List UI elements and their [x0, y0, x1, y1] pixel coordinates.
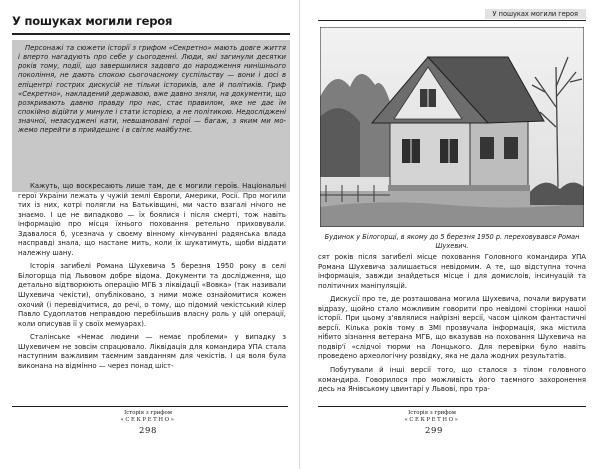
right-page — [300, 0, 600, 469]
intro-text — [18, 44, 286, 136]
body-paragraph: Історія загибелі Романа Шухевича 5 березня 1950 року в селі Білогорща під Львовом добре відома. Документи та дослідження, що детально відтворюють операцію МГБ з ліквідації «Вовка» (так називали Шухевича чекісти), опубліковано, з ними може ознайомитися кожен охочий (і перевідчитися, до речі, о тому, що підомий чекістський кілер Павло Судоплатов неправдою перебільшив власну роль у цій операції, коли описував її у своїх мемуарах). — [18, 262, 286, 328]
body-paragraph: сят років після загибелі місце поховання Головного командира УПА Романа Шухевича залишається невідомим. А те, що відступна точна інформація, завжди знайдеться місце і для домислоів, інсинуацій та політичних маніпуляцій. — [318, 253, 586, 290]
series-label-top: Історія з грифом — [408, 410, 456, 416]
body-paragraph: Кажуть, що воскресають лише там, де є могили героїв. Національні герої України лежать у чужій землі Європи, Америки, Росії. Про могили тих із них, котрі полягли на Батьківщині, ми часто взагалі нічого не знаємо. І це не випадково — їх боялися і після смерті, тож навіть інформацію про місця їхнього поховання ретельно приховували. Здавалося б, усезнача у своєму вінному кінчуванні радянська влада насправді знала, що настане мить, коли їх шукатимуть, щоби віддати належну шану. — [18, 182, 286, 257]
title-rule — [12, 33, 290, 35]
running-head: У пошуках могили героя — [485, 9, 586, 19]
intro-paragraph: Персонажі та сюжети історії з грифом «Секретно» мають довге життя і вперто нагадують про себе у сьогоденні. Люди, які загинули десятки років тому, події, що завершилися задовго до народження нинішнього покоління, не дають спокою сьогочасному суспільству — вони і досі в епіцентрі гострих дискусій не тільки істориків, але й політиків. Гриф «Секретно», накладений державою, вже давно зняли, на документи, що розкривають давню правду про нас, стає правилом, яке не дає їм спокійно відійти у минуле і стати історією, а не політикою. Недосліджені значної, незасуджені кати, невшановані герої — багаж, з яким ми можемо перейти в прийдешнє і в світлє майбутнє. — [18, 44, 286, 135]
series-label — [282, 410, 582, 424]
photo-caption: Будинок у Білогорщі, в якому до 5 березня 1950 р. переховувався Роман Шухевич. — [324, 233, 580, 250]
chapter-title: У пошуках могили героя — [12, 14, 173, 28]
left-body — [18, 182, 286, 375]
body-paragraph: Сталінське «Немає людини — немає проблеми» у випадку з Шухевичем не зовсім спрацювало. Ліквідація для командира УПА стала наступним важливим таємним завданням для чекістів. І ця воля була виконана на відмінно — через понад шіст‑ — [18, 333, 286, 370]
footer-rule — [12, 406, 288, 407]
series-label-top: Історія з грифом — [124, 410, 172, 416]
house-photo — [320, 27, 584, 227]
body-paragraph: Побутували й інші версії того, що сталося з тілом головного командира. Говорилося про можливість його таємного захоронення десь на Янівському цвинтарі у Львові, про тра‑ — [318, 366, 586, 394]
page-number: 298 — [138, 426, 158, 436]
footer-rule — [318, 406, 586, 407]
series-label-bottom: «СЕКРЕТНО» — [404, 416, 460, 423]
head-rule — [318, 20, 586, 21]
body-paragraph: Дискусії про те, де розташована могила Шухевича, почали вирувати відразу, щойно стало можливим говорити про невідомі сторінки нашої історії. При цьому з'являлися найрізні версії, часом цілком фантастичні версії. Кілька років тому в ЗМІ прозвучала інформація, яка містила нібито зізнання ветерана МГБ, що вказував на поховання Шухевича на подвір'ї «слідчої тюрми на Лонцького. Для перевірки було навіть проведено археологічну розвідку, яка не дала жодних результатів. — [318, 295, 586, 361]
page-number: 299 — [424, 426, 444, 436]
series-label — [0, 410, 298, 424]
right-body — [318, 253, 586, 399]
series-label-bottom: «СЕКРЕТНО» — [120, 416, 176, 423]
